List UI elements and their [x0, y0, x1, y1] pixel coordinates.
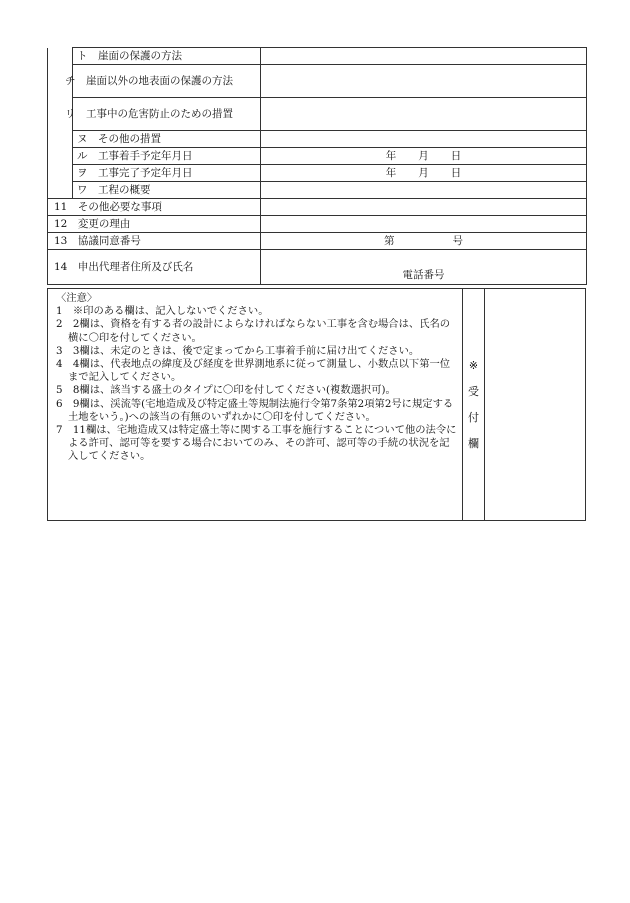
note-item: 4 4欄は、代表地点の緯度及び経度を世界測地系に従って測量し、小数点以下第一位まで記入してください。 [56, 358, 451, 384]
value-ru[interactable] [261, 148, 587, 165]
label-wa: ワ 工程の概要 [73, 182, 261, 199]
value-to[interactable] [261, 48, 587, 65]
reception-label [463, 289, 485, 520]
form-table [47, 47, 587, 285]
label-ru: ル 工事着手予定年月日 [73, 148, 261, 165]
note-item: 6 9欄は、渓流等(宅地造成及び特定盛土等規制法施行令第7条第2項第2号に規定する土地をいう。)への該当の有無のいずれかに〇印を付してください。 [56, 397, 454, 423]
row-wo [48, 165, 587, 182]
note-item: 1 ※印のある欄は、記入しないでください。 [56, 305, 269, 318]
notes-section [47, 288, 586, 521]
value-chi[interactable] [261, 65, 587, 98]
label-11: 11 その他必要な事項 [48, 199, 261, 216]
note-item: 3 3欄は、未定のときは、後で定まってから工事着手前に届け出てください。 [56, 344, 420, 357]
row-14 [48, 250, 587, 285]
label-chi: チ 崖面以外の地表面の保護の方法 [73, 65, 261, 98]
value-11[interactable] [261, 199, 587, 216]
value-nu[interactable] [261, 131, 587, 148]
row-12 [48, 216, 587, 233]
number-suffix: 号 [452, 234, 463, 247]
reception-mark: ※ [468, 358, 479, 372]
label-wo: ヲ 工事完了予定年月日 [73, 165, 261, 182]
month-label: 月 [418, 166, 429, 179]
row-nu [48, 131, 587, 148]
reception-stamp-area [485, 289, 585, 520]
row-wa [48, 182, 587, 199]
label-ri: リ 工事中の危害防止のための措置 [73, 98, 261, 131]
row-ru [48, 148, 587, 165]
phone-label: 電話番号 [402, 269, 445, 281]
row-11 [48, 199, 587, 216]
reception-char: 受 [468, 384, 479, 398]
value-13[interactable] [261, 233, 587, 250]
value-ri[interactable] [261, 98, 587, 131]
label-to: ト 崖面の保護の方法 [73, 48, 261, 65]
value-wa[interactable] [261, 182, 587, 199]
year-label: 年 [385, 166, 397, 179]
label-13: 13 協議同意番号 [48, 233, 261, 250]
note-item: 7 11欄は、宅地造成又は特定盛土等に関する工事を施行することについて他の法令による許可、認可等を要する場合においてのみ、その許可、認可等の手続の状況を記入してください。 [56, 424, 457, 463]
value-wo[interactable] [261, 165, 587, 182]
row-chi [48, 65, 587, 98]
reception-char: 付 [468, 410, 479, 424]
value-12[interactable] [261, 216, 587, 233]
row-to [48, 48, 587, 65]
reception-char: 欄 [468, 436, 479, 450]
row-ri [48, 98, 587, 131]
number-prefix: 第 [384, 234, 395, 247]
day-label: 日 [450, 166, 462, 179]
month-label: 月 [418, 149, 429, 162]
label-14: 14 申出代理者住所及び氏名 [48, 250, 261, 285]
year-label: 年 [385, 149, 397, 162]
label-nu: ヌ その他の措置 [73, 131, 261, 148]
notes-heading: 〈注意〉 [56, 292, 98, 304]
notes-box [48, 289, 463, 520]
row-13 [48, 233, 587, 250]
value-14[interactable] [261, 250, 587, 285]
indent-cell [48, 48, 73, 199]
note-item: 5 8欄は、該当する盛土のタイプに〇印を付してください(複数選択可)。 [56, 384, 396, 397]
label-12: 12 変更の理由 [48, 216, 261, 233]
note-item: 2 2欄は、資格を有する者の設計によらなければならない工事を含む場合は、氏名の横に〇印を付してください。 [56, 318, 451, 344]
day-label: 日 [450, 149, 462, 162]
